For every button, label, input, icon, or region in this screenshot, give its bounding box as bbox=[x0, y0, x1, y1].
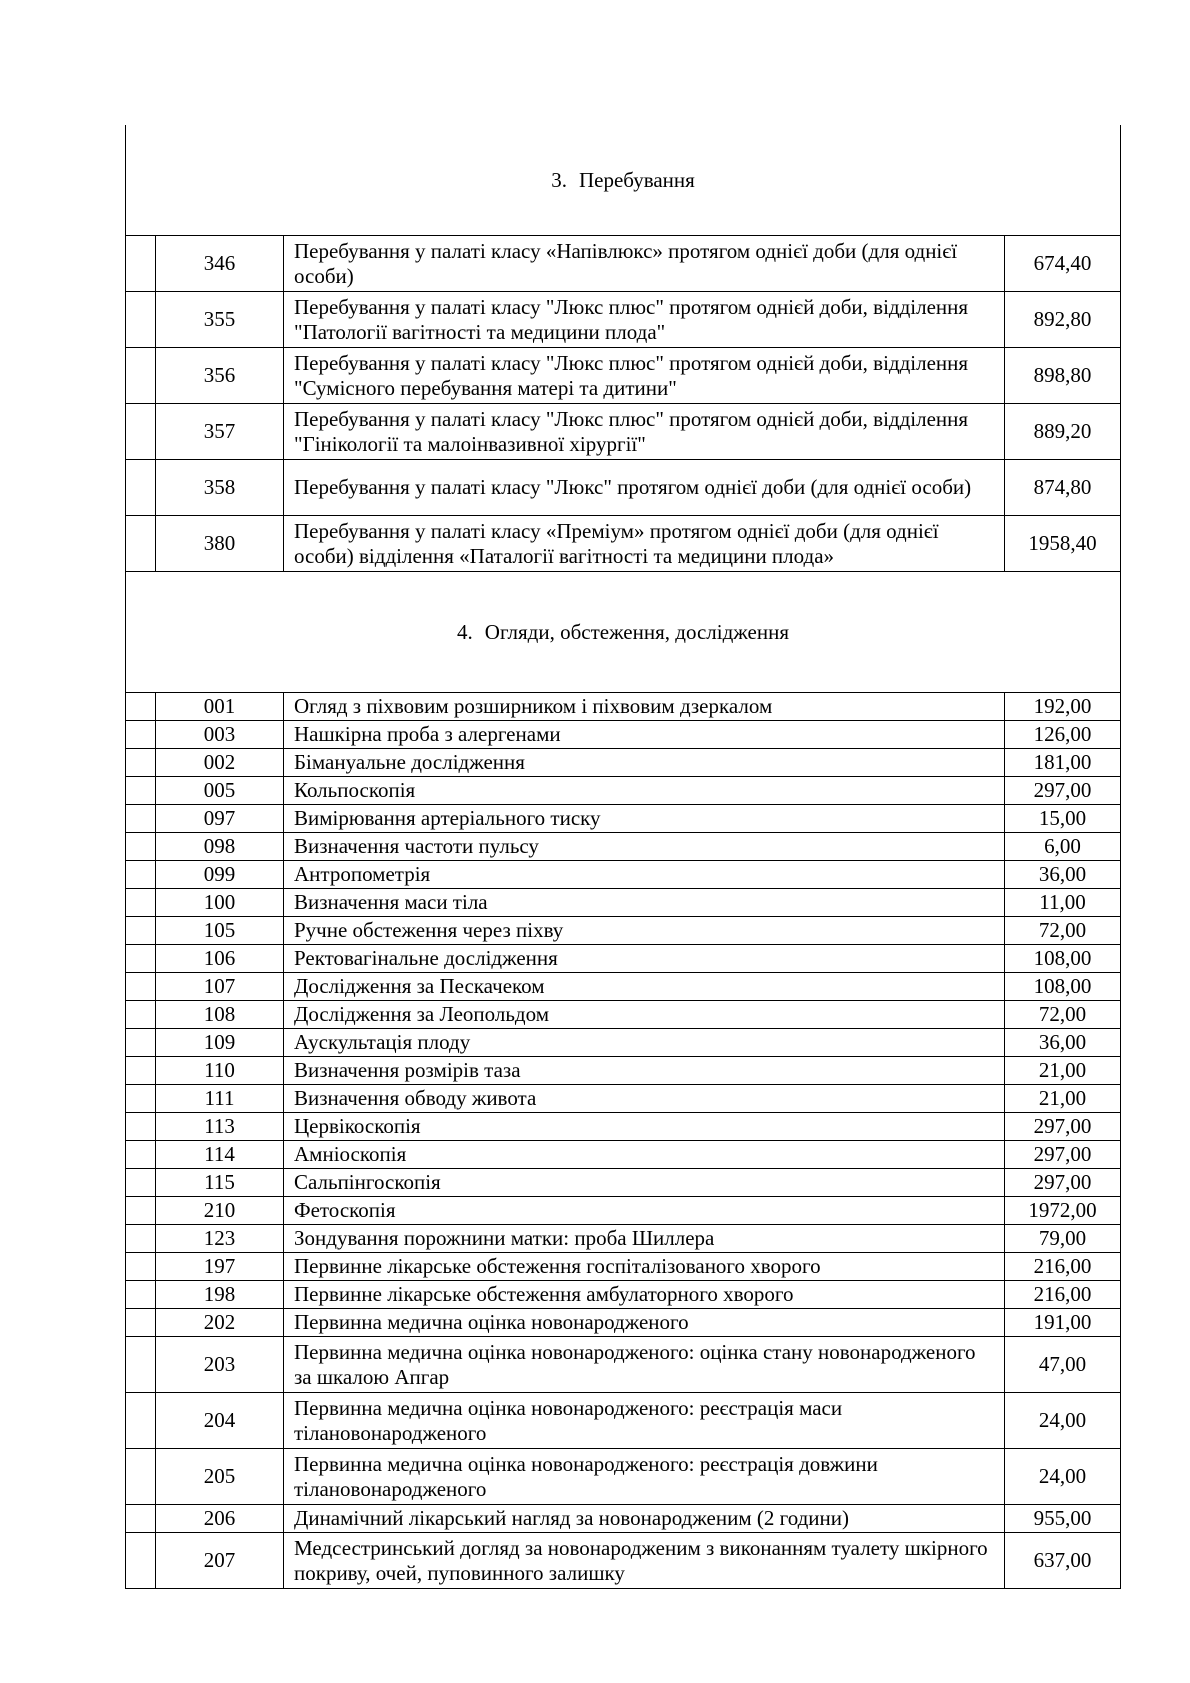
service-price: 36,00 bbox=[1005, 1029, 1121, 1057]
document-page bbox=[125, 125, 1120, 1589]
service-price: 1972,00 bbox=[1005, 1197, 1121, 1225]
service-price: 36,00 bbox=[1005, 861, 1121, 889]
service-code: 001 bbox=[156, 693, 284, 721]
blank-cell bbox=[126, 516, 156, 572]
service-name: Первинна медична оцінка новонародженого: реєстрація маси тілановонародженого bbox=[284, 1393, 1005, 1449]
service-name: Вимірювання артеріального тиску bbox=[284, 805, 1005, 833]
table-row bbox=[126, 1197, 1121, 1225]
blank-cell bbox=[126, 1169, 156, 1197]
service-price: 108,00 bbox=[1005, 973, 1121, 1001]
section-header-row bbox=[126, 125, 1121, 236]
table-row bbox=[126, 1113, 1121, 1141]
service-code: 099 bbox=[156, 861, 284, 889]
service-code: 005 bbox=[156, 777, 284, 805]
table-row bbox=[126, 693, 1121, 721]
table-row bbox=[126, 292, 1121, 348]
service-name: Кольпоскопія bbox=[284, 777, 1005, 805]
service-name: Бімануальне дослідження bbox=[284, 749, 1005, 777]
blank-cell bbox=[126, 1225, 156, 1253]
service-name: Первинне лікарське обстеження госпіталізованого хворого bbox=[284, 1253, 1005, 1281]
blank-cell bbox=[126, 917, 156, 945]
service-price: 72,00 bbox=[1005, 917, 1121, 945]
service-code: 207 bbox=[156, 1533, 284, 1589]
service-code: 205 bbox=[156, 1449, 284, 1505]
service-price: 297,00 bbox=[1005, 777, 1121, 805]
service-price: 674,40 bbox=[1005, 236, 1121, 292]
table-row bbox=[126, 889, 1121, 917]
table-row bbox=[126, 917, 1121, 945]
service-price: 898,80 bbox=[1005, 348, 1121, 404]
price-table-body bbox=[126, 125, 1121, 1589]
blank-cell bbox=[126, 1085, 156, 1113]
table-row bbox=[126, 1253, 1121, 1281]
service-code: 210 bbox=[156, 1197, 284, 1225]
table-row bbox=[126, 348, 1121, 404]
service-code: 204 bbox=[156, 1393, 284, 1449]
blank-cell bbox=[126, 1141, 156, 1169]
blank-cell bbox=[126, 973, 156, 1001]
blank-cell bbox=[126, 861, 156, 889]
service-name: Перебування у палаті класу «Преміум» протягом однієї доби (для однієї особи) відділення «Паталогії вагітності та медицини плода» bbox=[284, 516, 1005, 572]
blank-cell bbox=[126, 1393, 156, 1449]
table-row bbox=[126, 861, 1121, 889]
service-name: Перебування у палаті класу "Люкс плюс" протягом однієй доби, відділення "Сумісного перебування матері та дитини" bbox=[284, 348, 1005, 404]
service-code: 098 bbox=[156, 833, 284, 861]
table-row bbox=[126, 1029, 1121, 1057]
blank-cell bbox=[126, 1449, 156, 1505]
table-row bbox=[126, 1337, 1121, 1393]
table-row bbox=[126, 236, 1121, 292]
service-name: Нашкірна проба з алергенами bbox=[284, 721, 1005, 749]
service-code: 356 bbox=[156, 348, 284, 404]
table-row bbox=[126, 460, 1121, 516]
blank-cell bbox=[126, 1505, 156, 1533]
service-code: 109 bbox=[156, 1029, 284, 1057]
service-code: 123 bbox=[156, 1225, 284, 1253]
table-row bbox=[126, 1141, 1121, 1169]
service-name: Цервікоскопія bbox=[284, 1113, 1005, 1141]
blank-cell bbox=[126, 721, 156, 749]
table-row bbox=[126, 1001, 1121, 1029]
service-code: 202 bbox=[156, 1309, 284, 1337]
service-code: 346 bbox=[156, 236, 284, 292]
table-row bbox=[126, 1309, 1121, 1337]
service-price: 6,00 bbox=[1005, 833, 1121, 861]
service-price: 216,00 bbox=[1005, 1281, 1121, 1309]
table-row bbox=[126, 749, 1121, 777]
service-price: 874,80 bbox=[1005, 460, 1121, 516]
blank-cell bbox=[126, 1281, 156, 1309]
service-name: Первинна медична оцінка новонародженого: оцінка стану новонародженого за шкалою Апгар bbox=[284, 1337, 1005, 1393]
service-code: 100 bbox=[156, 889, 284, 917]
table-row bbox=[126, 945, 1121, 973]
service-code: 108 bbox=[156, 1001, 284, 1029]
blank-cell bbox=[126, 292, 156, 348]
blank-cell bbox=[126, 889, 156, 917]
service-name: Перебування у палаті класу «Напівлюкс» протягом однієї доби (для однієї особи) bbox=[284, 236, 1005, 292]
service-name: Ручне обстеження через піхву bbox=[284, 917, 1005, 945]
service-price: 21,00 bbox=[1005, 1057, 1121, 1085]
service-name: Зондування порожнини матки: проба Шиллера bbox=[284, 1225, 1005, 1253]
blank-cell bbox=[126, 1337, 156, 1393]
service-code: 105 bbox=[156, 917, 284, 945]
service-price: 126,00 bbox=[1005, 721, 1121, 749]
service-code: 110 bbox=[156, 1057, 284, 1085]
service-price: 297,00 bbox=[1005, 1141, 1121, 1169]
blank-cell bbox=[126, 348, 156, 404]
table-row bbox=[126, 1449, 1121, 1505]
service-price: 47,00 bbox=[1005, 1337, 1121, 1393]
service-code: 206 bbox=[156, 1505, 284, 1533]
service-price: 892,80 bbox=[1005, 292, 1121, 348]
section-header-row bbox=[126, 572, 1121, 693]
table-row bbox=[126, 516, 1121, 572]
table-row bbox=[126, 805, 1121, 833]
blank-cell bbox=[126, 833, 156, 861]
blank-cell bbox=[126, 1253, 156, 1281]
service-price: 72,00 bbox=[1005, 1001, 1121, 1029]
section-number: 3. bbox=[551, 167, 567, 192]
service-code: 002 bbox=[156, 749, 284, 777]
service-code: 111 bbox=[156, 1085, 284, 1113]
service-code: 358 bbox=[156, 460, 284, 516]
service-code: 106 bbox=[156, 945, 284, 973]
blank-cell bbox=[126, 1113, 156, 1141]
service-price: 191,00 bbox=[1005, 1309, 1121, 1337]
blank-cell bbox=[126, 1001, 156, 1029]
service-name: Первинне лікарське обстеження амбулаторного хворого bbox=[284, 1281, 1005, 1309]
service-code: 203 bbox=[156, 1337, 284, 1393]
service-price: 24,00 bbox=[1005, 1449, 1121, 1505]
service-price: 297,00 bbox=[1005, 1113, 1121, 1141]
service-name: Динамічний лікарський нагляд за новонародженим (2 години) bbox=[284, 1505, 1005, 1533]
service-name: Визначення маси тіла bbox=[284, 889, 1005, 917]
blank-cell bbox=[126, 693, 156, 721]
blank-cell bbox=[126, 777, 156, 805]
service-code: 380 bbox=[156, 516, 284, 572]
section-header bbox=[126, 572, 1121, 693]
service-price: 79,00 bbox=[1005, 1225, 1121, 1253]
table-row bbox=[126, 777, 1121, 805]
table-row bbox=[126, 1225, 1121, 1253]
table-row bbox=[126, 404, 1121, 460]
service-name: Аускультація плоду bbox=[284, 1029, 1005, 1057]
service-price: 181,00 bbox=[1005, 749, 1121, 777]
service-price: 1958,40 bbox=[1005, 516, 1121, 572]
blank-cell bbox=[126, 236, 156, 292]
blank-cell bbox=[126, 460, 156, 516]
service-name: Первинна медична оцінка новонародженого: реєстрація довжини тілановонародженого bbox=[284, 1449, 1005, 1505]
service-name: Визначення обводу живота bbox=[284, 1085, 1005, 1113]
service-code: 355 bbox=[156, 292, 284, 348]
service-code: 113 bbox=[156, 1113, 284, 1141]
service-code: 198 bbox=[156, 1281, 284, 1309]
section-title: Перебування bbox=[579, 167, 695, 192]
service-name: Дослідження за Леопольдом bbox=[284, 1001, 1005, 1029]
table-row bbox=[126, 1505, 1121, 1533]
service-price: 297,00 bbox=[1005, 1169, 1121, 1197]
service-name: Перебування у палаті класу "Люкс плюс" протягом однієй доби, відділення "Гінікології та малоінвазивної хірургії" bbox=[284, 404, 1005, 460]
service-name: Визначення частоти пульсу bbox=[284, 833, 1005, 861]
service-price: 24,00 bbox=[1005, 1393, 1121, 1449]
service-code: 197 bbox=[156, 1253, 284, 1281]
service-name: Первинна медична оцінка новонародженого bbox=[284, 1309, 1005, 1337]
section-number: 4. bbox=[457, 619, 473, 644]
blank-cell bbox=[126, 1029, 156, 1057]
service-price: 15,00 bbox=[1005, 805, 1121, 833]
table-row bbox=[126, 1085, 1121, 1113]
blank-cell bbox=[126, 749, 156, 777]
service-code: 114 bbox=[156, 1141, 284, 1169]
service-name: Ректовагінальне дослідження bbox=[284, 945, 1005, 973]
service-price: 216,00 bbox=[1005, 1253, 1121, 1281]
blank-cell bbox=[126, 1057, 156, 1085]
service-price: 192,00 bbox=[1005, 693, 1121, 721]
table-row bbox=[126, 1057, 1121, 1085]
section-header bbox=[126, 125, 1121, 236]
service-name: Антропометрія bbox=[284, 861, 1005, 889]
service-price: 108,00 bbox=[1005, 945, 1121, 973]
service-name: Медсестринський догляд за новонародженим з виконанням туалету шкірного покриву, очей, пуповинного залишку bbox=[284, 1533, 1005, 1589]
service-code: 003 bbox=[156, 721, 284, 749]
service-name: Дослідження за Пескачеком bbox=[284, 973, 1005, 1001]
service-price: 637,00 bbox=[1005, 1533, 1121, 1589]
blank-cell bbox=[126, 1309, 156, 1337]
service-code: 357 bbox=[156, 404, 284, 460]
service-name: Фетоскопія bbox=[284, 1197, 1005, 1225]
table-row bbox=[126, 973, 1121, 1001]
price-table bbox=[125, 125, 1121, 1589]
table-row bbox=[126, 1169, 1121, 1197]
service-name: Огляд з піхвовим розширником і піхвовим дзеркалом bbox=[284, 693, 1005, 721]
service-price: 11,00 bbox=[1005, 889, 1121, 917]
service-code: 107 bbox=[156, 973, 284, 1001]
table-row bbox=[126, 1281, 1121, 1309]
service-name: Перебування у палаті класу "Люкс плюс" протягом однієй доби, відділення "Патології вагітності та медицини плода" bbox=[284, 292, 1005, 348]
service-code: 097 bbox=[156, 805, 284, 833]
service-code: 115 bbox=[156, 1169, 284, 1197]
service-price: 955,00 bbox=[1005, 1505, 1121, 1533]
section-title: Огляди, обстеження, дослідження bbox=[484, 619, 789, 644]
table-row bbox=[126, 1393, 1121, 1449]
table-row bbox=[126, 1533, 1121, 1589]
blank-cell bbox=[126, 1533, 156, 1589]
table-row bbox=[126, 721, 1121, 749]
blank-cell bbox=[126, 805, 156, 833]
service-price: 889,20 bbox=[1005, 404, 1121, 460]
service-price: 21,00 bbox=[1005, 1085, 1121, 1113]
service-name: Перебування у палаті класу "Люкс" протягом однієї доби (для однієї особи) bbox=[284, 460, 1005, 516]
blank-cell bbox=[126, 945, 156, 973]
blank-cell bbox=[126, 404, 156, 460]
service-name: Визначення розмірів таза bbox=[284, 1057, 1005, 1085]
service-name: Сальпінгоскопія bbox=[284, 1169, 1005, 1197]
blank-cell bbox=[126, 1197, 156, 1225]
service-name: Амніоскопія bbox=[284, 1141, 1005, 1169]
table-row bbox=[126, 833, 1121, 861]
